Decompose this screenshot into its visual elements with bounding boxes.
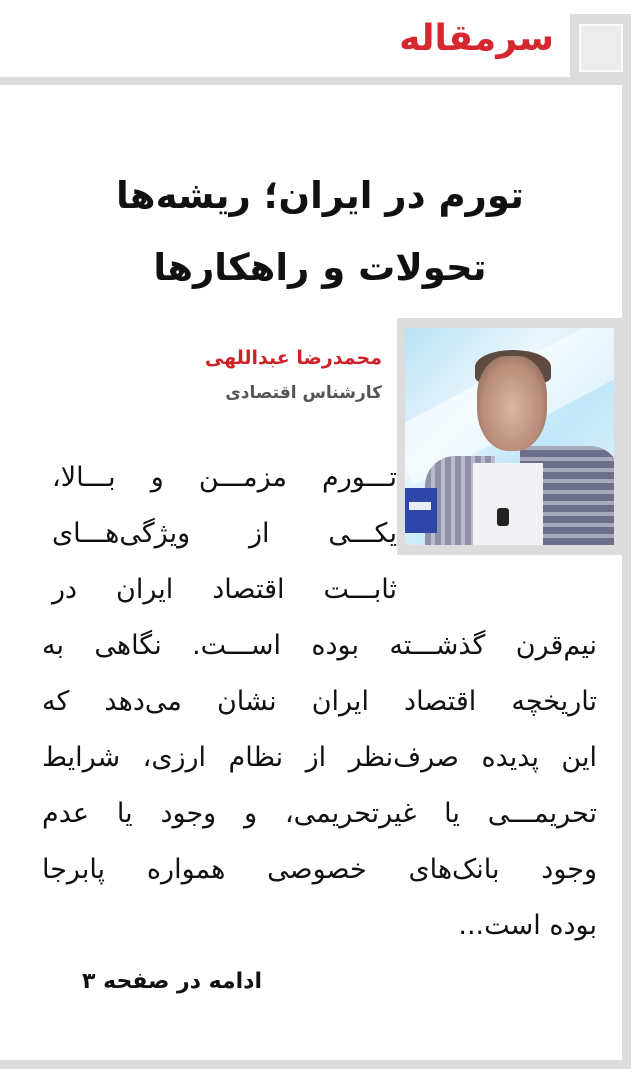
headline-line-2: تحولات و راهکارها [153, 246, 487, 289]
article-headline [40, 160, 600, 304]
body-line: تاریخچه اقتصاد ایران نشان می‌دهد که [42, 686, 597, 717]
frame-bottom-border [0, 1060, 631, 1069]
frame-right-border [622, 14, 631, 1069]
author-portrait-icon [405, 328, 614, 545]
body-line: ثابـــت اقتصاد ایران در [52, 574, 397, 605]
section-label: سرمقاله [399, 18, 554, 59]
tv-logo-icon [405, 488, 437, 533]
microphone-icon [497, 508, 509, 526]
body-line: یکـــی از ویژگی‌هـــای [52, 518, 397, 549]
frame-top-border [0, 77, 630, 85]
continue-on-page-link[interactable]: ادامه در صفحه ۳ [82, 969, 262, 994]
headline-line-1: تورم در ایران؛ ریشه‌ها [116, 174, 524, 217]
section-marker-square-icon [579, 24, 623, 72]
author-name: محمدرضا عبداللهی [204, 347, 382, 369]
body-line: این پدیده صرف‌نظر از نظام ارزی، شرایط [42, 742, 597, 773]
article-body-intro [52, 450, 397, 618]
body-line: نیم‌قرن گذشـــته بوده اســـت. نگاهی به [42, 630, 597, 661]
body-line: وجود بانک‌های خصوصی همواره پابرجا [42, 854, 597, 885]
section-marker-box [570, 14, 630, 84]
article-body-main [42, 618, 597, 954]
body-line: تحریمـــی یا غیرتحریمی، و وجود یا عدم [42, 798, 597, 829]
author-role: کارشناس اقتصادی [225, 383, 382, 403]
body-line: بوده است... [458, 910, 597, 941]
author-photo-frame [397, 318, 622, 555]
body-line: تـــورم مزمـــن و بـــالا، [52, 462, 397, 493]
